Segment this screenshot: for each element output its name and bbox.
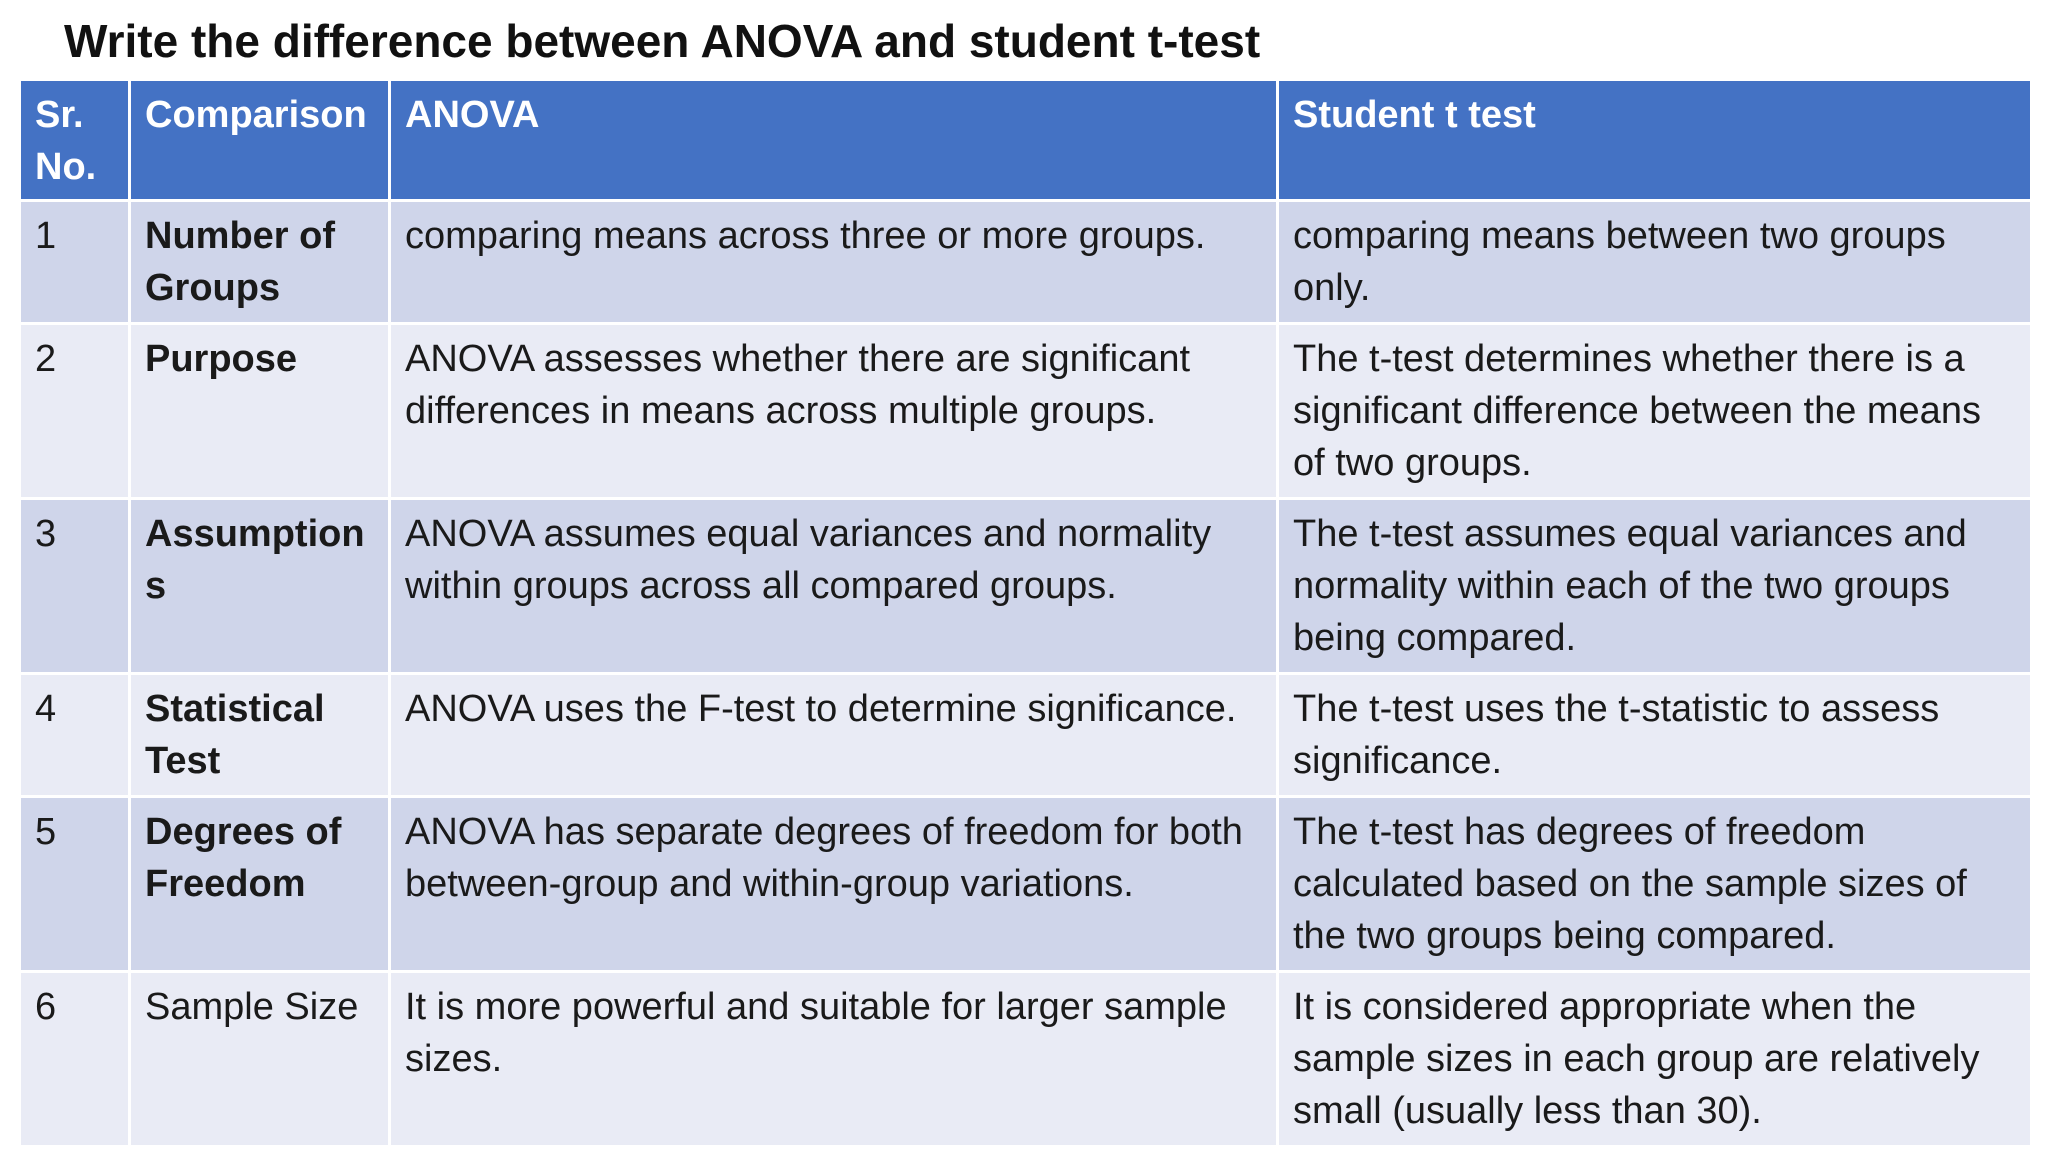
cell-sr-no: 5 (20, 797, 130, 972)
cell-anova: ANOVA assesses whether there are significant differences in means across multiple groups. (390, 324, 1278, 499)
cell-anova: ANOVA assumes equal variances and normality within groups across all compared groups. (390, 499, 1278, 674)
table-row (20, 972, 2032, 1147)
table-header-row (20, 80, 2032, 201)
cell-comparison: Degrees of Freedom (130, 797, 390, 972)
header-student-t-test: Student t test (1278, 80, 2032, 201)
table-row (20, 674, 2032, 797)
header-comparison: Comparison (130, 80, 390, 201)
cell-comparison: Statistical Test (130, 674, 390, 797)
table-row (20, 797, 2032, 972)
cell-student-t-test: comparing means between two groups only. (1278, 201, 2032, 324)
table-row (20, 324, 2032, 499)
cell-student-t-test: It is considered appropriate when the sample sizes in each group are relatively small (usually less than 30). (1278, 972, 2032, 1147)
table-row (20, 499, 2032, 674)
cell-sr-no: 6 (20, 972, 130, 1147)
cell-anova: comparing means across three or more groups. (390, 201, 1278, 324)
cell-anova: ANOVA has separate degrees of freedom for both between-group and within-group variations. (390, 797, 1278, 972)
cell-anova: ANOVA uses the F-test to determine significance. (390, 674, 1278, 797)
cell-student-t-test: The t-test assumes equal variances and normality within each of the two groups being compared. (1278, 499, 2032, 674)
cell-comparison: Number of Groups (130, 201, 390, 324)
cell-sr-no: 3 (20, 499, 130, 674)
slide-title: Write the difference between ANOVA and student t-test (64, 15, 1261, 67)
cell-anova: It is more powerful and suitable for larger sample sizes. (390, 972, 1278, 1147)
cell-sr-no: 4 (20, 674, 130, 797)
cell-sr-no: 2 (20, 324, 130, 499)
cell-sr-no: 1 (20, 201, 130, 324)
cell-comparison: Assumptions (130, 499, 390, 674)
header-anova: ANOVA (390, 80, 1278, 201)
table-row (20, 201, 2032, 324)
cell-comparison: Sample Size (130, 972, 390, 1147)
header-sr-no: Sr. No. (20, 80, 130, 201)
cell-comparison: Purpose (130, 324, 390, 499)
cell-student-t-test: The t-test uses the t-statistic to assess significance. (1278, 674, 2032, 797)
cell-student-t-test: The t-test has degrees of freedom calculated based on the sample sizes of the two groups being compared. (1278, 797, 2032, 972)
comparison-table (18, 78, 2033, 1148)
cell-student-t-test: The t-test determines whether there is a significant difference between the means of two groups. (1278, 324, 2032, 499)
